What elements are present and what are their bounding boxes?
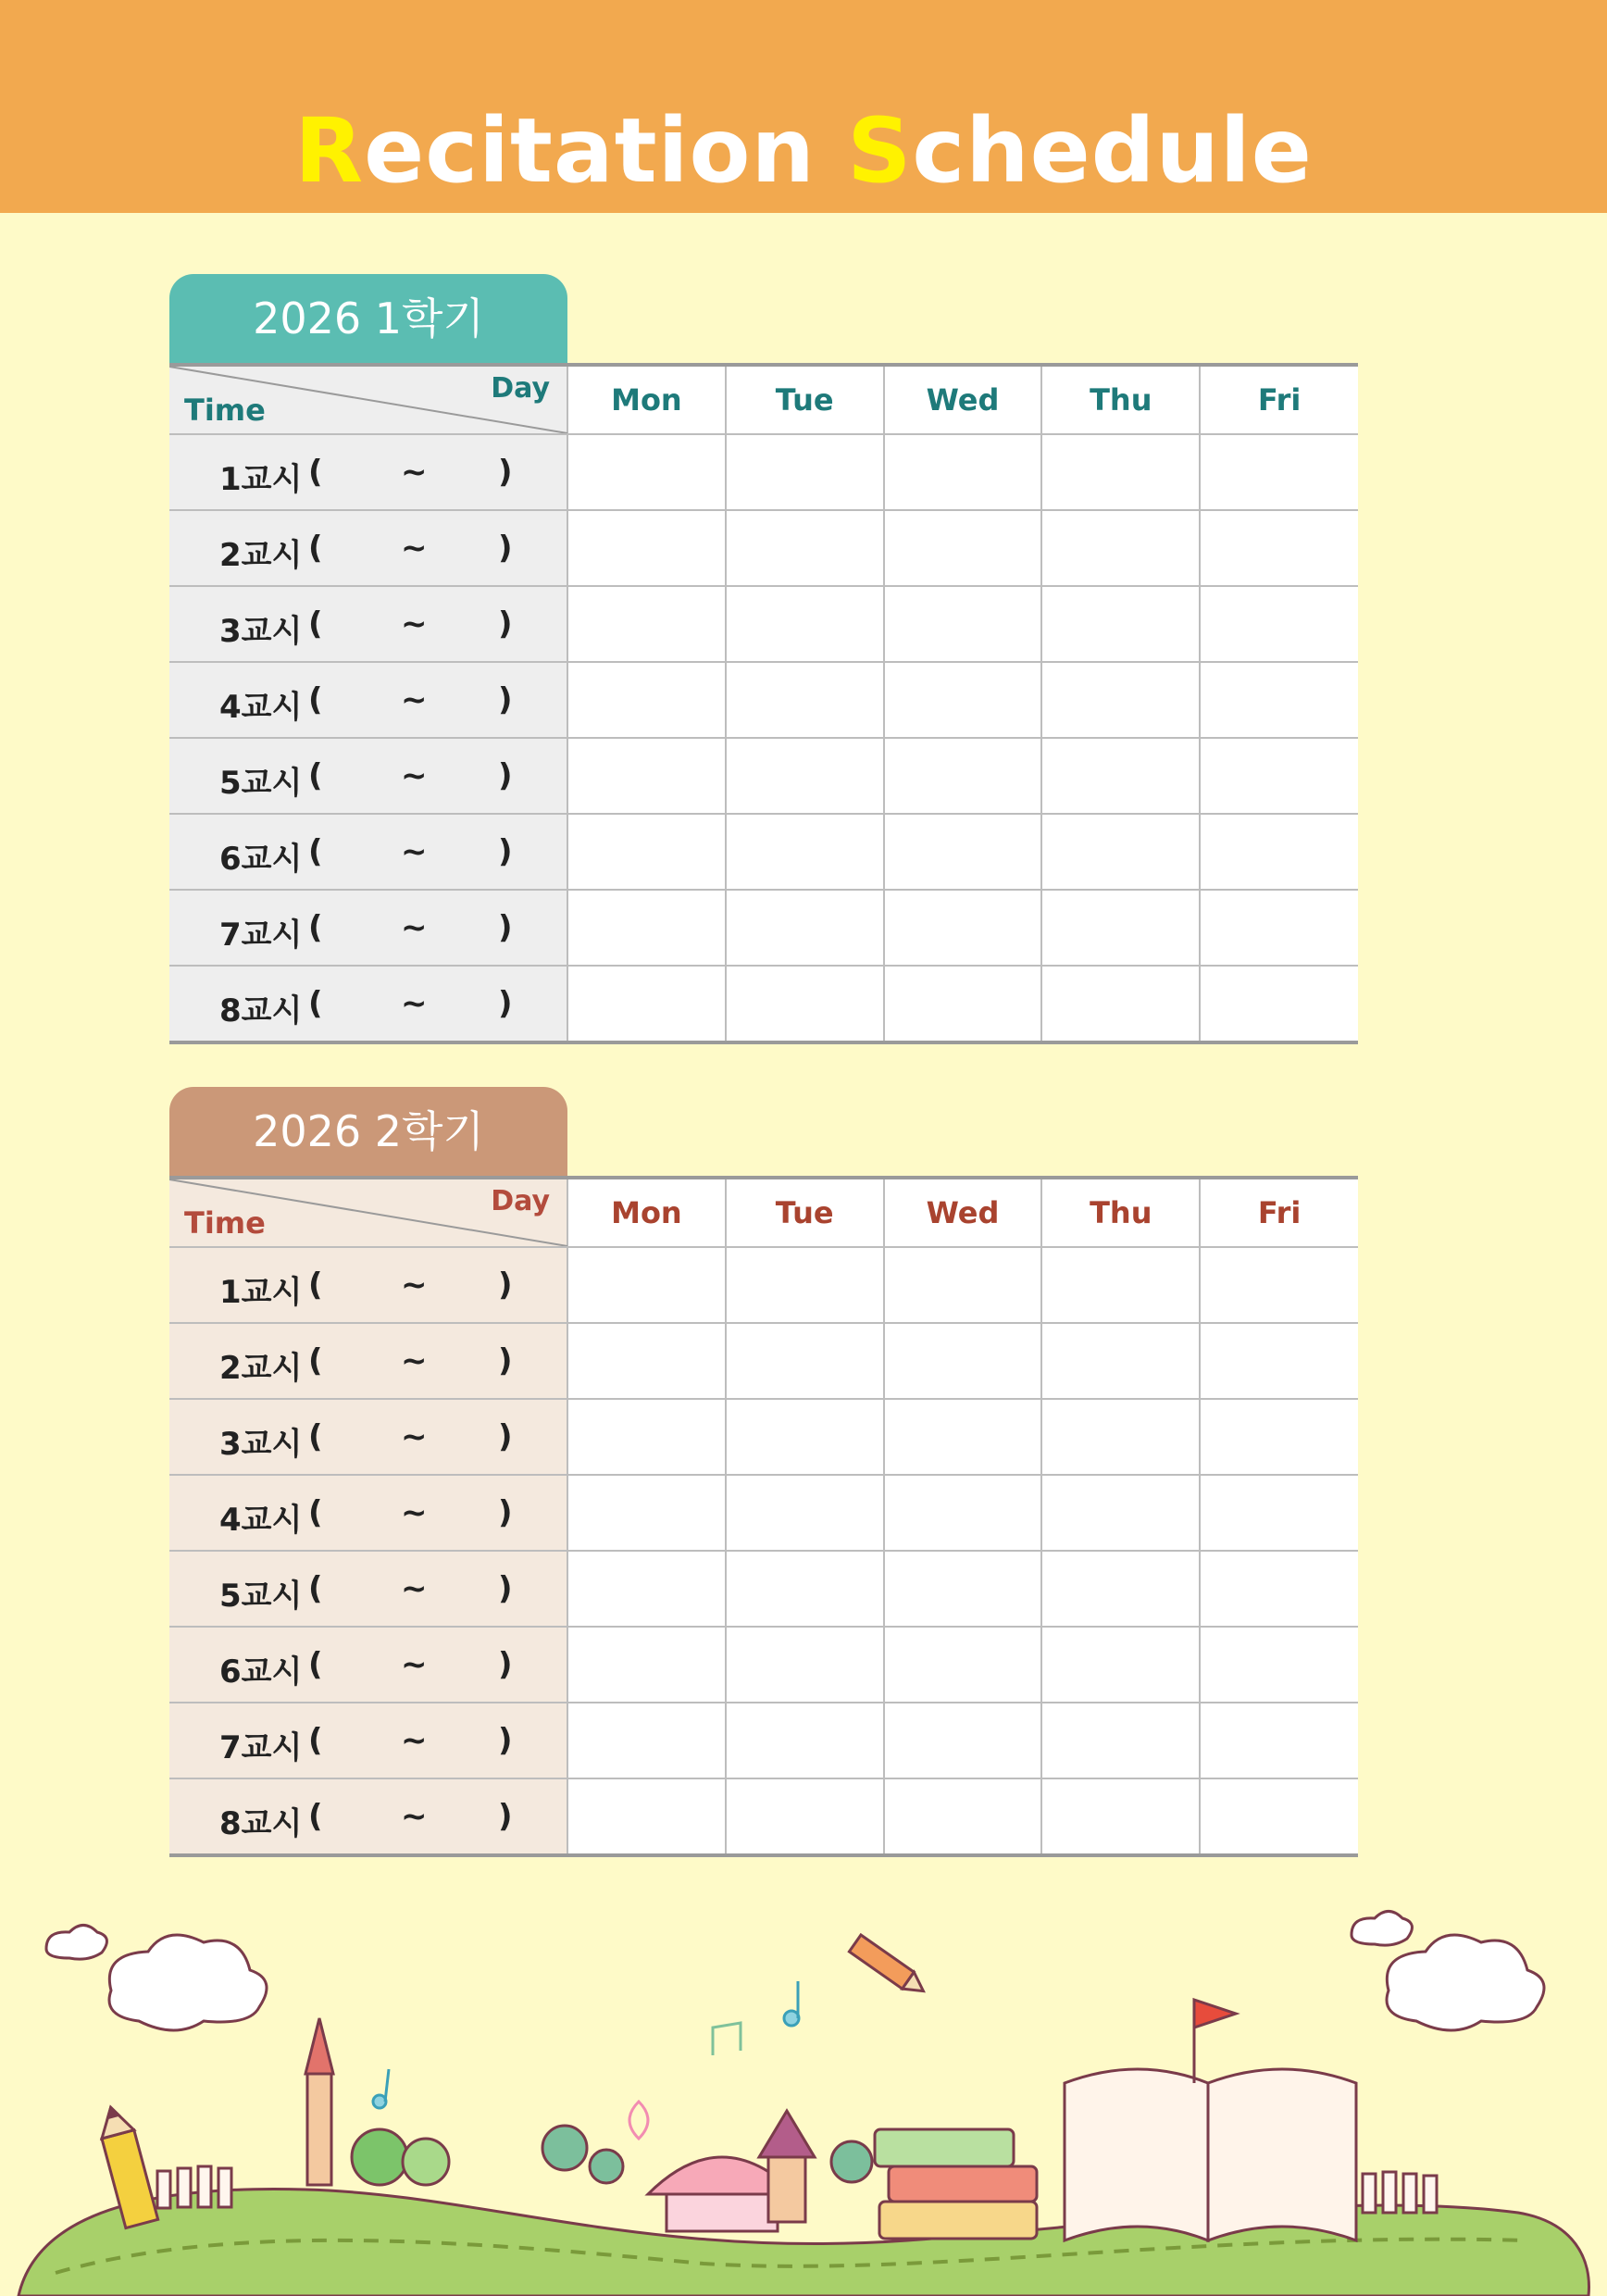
open-paren: ( — [308, 833, 323, 870]
schedule-cell[interactable] — [1041, 1703, 1200, 1778]
schedule-cell[interactable] — [1200, 890, 1358, 966]
schedule-cell[interactable] — [726, 1551, 884, 1627]
schedule-cell[interactable] — [1041, 586, 1200, 662]
schedule-cell[interactable] — [1041, 890, 1200, 966]
schedule-cell[interactable] — [884, 1627, 1042, 1703]
schedule-cell[interactable] — [1200, 1551, 1358, 1627]
day-header-thu: Thu — [1041, 365, 1200, 434]
open-paren: ( — [308, 1646, 323, 1683]
day-label: Day — [491, 372, 550, 405]
schedule-cell[interactable] — [1041, 1399, 1200, 1475]
open-paren: ( — [308, 757, 323, 794]
close-paren: ) — [498, 605, 513, 643]
tilde: ~ — [401, 1418, 428, 1455]
tilde: ~ — [401, 909, 428, 946]
period-label-cell — [169, 1551, 567, 1627]
schedule-cell[interactable] — [1041, 1323, 1200, 1399]
tilde: ~ — [401, 1646, 428, 1683]
corner-header — [169, 365, 567, 434]
schedule-cell[interactable] — [726, 662, 884, 738]
open-paren: ( — [308, 909, 323, 946]
period-label-cell — [169, 434, 567, 510]
open-paren: ( — [308, 454, 323, 491]
period-label-cell — [169, 1703, 567, 1778]
close-paren: ) — [498, 757, 513, 794]
period-label-cell — [169, 1475, 567, 1551]
day-header-fri: Fri — [1200, 365, 1358, 434]
schedule-cell[interactable] — [567, 1703, 726, 1778]
schedule-cell[interactable] — [1041, 434, 1200, 510]
schedule-cell[interactable] — [567, 1247, 726, 1323]
schedule-cell[interactable] — [567, 434, 726, 510]
period-row — [169, 966, 1358, 1042]
schedule-cell[interactable] — [884, 738, 1042, 814]
period-row — [169, 1627, 1358, 1703]
period-name: 4교시 — [219, 689, 303, 726]
day-header-wed: Wed — [884, 1178, 1042, 1247]
schedule-cell[interactable] — [567, 586, 726, 662]
schedule-cell[interactable] — [1200, 434, 1358, 510]
day-label: Day — [491, 1185, 550, 1217]
period-row — [169, 1551, 1358, 1627]
period-row — [169, 1778, 1358, 1855]
corner-header — [169, 1178, 567, 1247]
close-paren: ) — [498, 1570, 513, 1607]
schedule-cell[interactable] — [1200, 1247, 1358, 1323]
open-paren: ( — [308, 681, 323, 718]
schedule-cell[interactable] — [1200, 1399, 1358, 1475]
schedule-cell[interactable] — [1200, 966, 1358, 1042]
title-part-2: chedule — [912, 99, 1313, 203]
close-paren: ) — [498, 909, 513, 946]
day-header-wed: Wed — [884, 365, 1042, 434]
close-paren: ) — [498, 530, 513, 567]
schedule-cell[interactable] — [567, 510, 726, 586]
period-label-cell — [169, 1627, 567, 1703]
schedule-cell[interactable] — [567, 814, 726, 890]
tilde: ~ — [401, 454, 428, 491]
tilde: ~ — [401, 985, 428, 1022]
open-paren: ( — [308, 1418, 323, 1455]
open-paren: ( — [308, 605, 323, 643]
period-label-cell — [169, 1778, 567, 1855]
schedule-cell[interactable] — [567, 1399, 726, 1475]
schedule-cell[interactable] — [884, 966, 1042, 1042]
schedule-cell[interactable] — [567, 1551, 726, 1627]
schedule-cell[interactable] — [726, 1627, 884, 1703]
schedule-cell[interactable] — [567, 1475, 726, 1551]
schedule-cell[interactable] — [726, 738, 884, 814]
day-header-tue: Tue — [726, 1178, 884, 1247]
tilde: ~ — [401, 530, 428, 567]
period-row — [169, 586, 1358, 662]
period-label-cell — [169, 586, 567, 662]
close-paren: ) — [498, 454, 513, 491]
period-name: 5교시 — [219, 1578, 303, 1615]
day-header-thu: Thu — [1041, 1178, 1200, 1247]
schedule-cell[interactable] — [1041, 1778, 1200, 1855]
time-label: Time — [184, 393, 266, 428]
schedule-cell[interactable] — [726, 586, 884, 662]
schedule-cell[interactable] — [884, 1703, 1042, 1778]
schedule-cell[interactable] — [884, 1247, 1042, 1323]
period-name: 4교시 — [219, 1502, 303, 1539]
semester-1-rows — [169, 434, 1358, 1042]
open-paren: ( — [308, 1342, 323, 1379]
school-landscape-illustration — [0, 1907, 1607, 2296]
close-paren: ) — [498, 985, 513, 1022]
period-name: 7교시 — [219, 1729, 303, 1766]
schedule-cell[interactable] — [726, 814, 884, 890]
period-name: 3교시 — [219, 1426, 303, 1463]
schedule-cell[interactable] — [567, 890, 726, 966]
close-paren: ) — [498, 1798, 513, 1835]
close-paren: ) — [498, 1722, 513, 1759]
schedule-cell[interactable] — [884, 510, 1042, 586]
period-name: 6교시 — [219, 1653, 303, 1691]
period-label-cell — [169, 1399, 567, 1475]
tilde: ~ — [401, 1570, 428, 1607]
schedule-cell[interactable] — [1041, 662, 1200, 738]
schedule-cell[interactable] — [726, 1247, 884, 1323]
open-paren: ( — [308, 1494, 323, 1531]
semester-1-timetable — [169, 363, 1358, 1044]
period-label-cell — [169, 966, 567, 1042]
schedule-cell[interactable] — [1041, 1551, 1200, 1627]
schedule-cell[interactable] — [884, 1323, 1042, 1399]
period-row — [169, 738, 1358, 814]
schedule-cell[interactable] — [726, 966, 884, 1042]
tilde: ~ — [401, 1494, 428, 1531]
schedule-cell[interactable] — [884, 890, 1042, 966]
period-row — [169, 814, 1358, 890]
schedule-cell[interactable] — [884, 814, 1042, 890]
period-name: 5교시 — [219, 765, 303, 802]
period-name: 2교시 — [219, 537, 303, 574]
schedule-cell[interactable] — [726, 1399, 884, 1475]
schedule-cell[interactable] — [884, 586, 1042, 662]
schedule-cell[interactable] — [567, 662, 726, 738]
open-paren: ( — [308, 1570, 323, 1607]
title-accent-s: S — [847, 99, 913, 203]
page-title — [0, 100, 1607, 202]
period-name: 8교시 — [219, 992, 303, 1029]
open-paren: ( — [308, 1267, 323, 1304]
tilde: ~ — [401, 1722, 428, 1759]
time-label: Time — [184, 1205, 266, 1241]
period-row — [169, 1323, 1358, 1399]
day-header-tue: Tue — [726, 365, 884, 434]
close-paren: ) — [498, 1494, 513, 1531]
schedule-cell[interactable] — [1041, 738, 1200, 814]
tilde: ~ — [401, 681, 428, 718]
schedule-cell[interactable] — [1200, 586, 1358, 662]
schedule-cell[interactable] — [1041, 1627, 1200, 1703]
schedule-cell[interactable] — [726, 1475, 884, 1551]
open-paren: ( — [308, 1798, 323, 1835]
tilde: ~ — [401, 1342, 428, 1379]
period-label-cell — [169, 1323, 567, 1399]
period-name: 3교시 — [219, 613, 303, 650]
schedule-cell[interactable] — [884, 662, 1042, 738]
schedule-cell[interactable] — [1200, 1323, 1358, 1399]
period-name: 2교시 — [219, 1350, 303, 1387]
period-name: 8교시 — [219, 1805, 303, 1842]
open-paren: ( — [308, 985, 323, 1022]
schedule-cell[interactable] — [1200, 1778, 1358, 1855]
schedule-cell[interactable] — [1041, 1475, 1200, 1551]
period-name: 1교시 — [219, 461, 303, 498]
schedule-cell[interactable] — [1200, 814, 1358, 890]
period-row — [169, 1247, 1358, 1323]
schedule-cell[interactable] — [567, 1627, 726, 1703]
schedule-cell[interactable] — [726, 434, 884, 510]
schedule-cell[interactable] — [1200, 510, 1358, 586]
schedule-cell[interactable] — [1200, 1703, 1358, 1778]
period-label-cell — [169, 1247, 567, 1323]
schedule-cell[interactable] — [726, 1703, 884, 1778]
schedule-cell[interactable] — [1041, 510, 1200, 586]
period-row — [169, 510, 1358, 586]
schedule-cell[interactable] — [884, 434, 1042, 510]
title-accent-r: R — [294, 99, 365, 203]
day-header-fri: Fri — [1200, 1178, 1358, 1247]
tilde: ~ — [401, 757, 428, 794]
schedule-cell[interactable] — [567, 738, 726, 814]
day-header-mon: Mon — [567, 365, 726, 434]
schedule-cell[interactable] — [1200, 738, 1358, 814]
schedule-cell[interactable] — [567, 1323, 726, 1399]
schedule-cell[interactable] — [1200, 662, 1358, 738]
period-row — [169, 1475, 1358, 1551]
schedule-cell[interactable] — [1041, 814, 1200, 890]
day-header-mon: Mon — [567, 1178, 726, 1247]
semester-2-tab: 2026 2학기 — [169, 1087, 567, 1176]
schedule-cell[interactable] — [1041, 966, 1200, 1042]
schedule-cell[interactable] — [567, 1778, 726, 1855]
schedule-cell[interactable] — [1041, 1247, 1200, 1323]
schedule-cell[interactable] — [884, 1778, 1042, 1855]
period-name: 1교시 — [219, 1274, 303, 1311]
schedule-cell[interactable] — [726, 510, 884, 586]
semester-2-timetable — [169, 1176, 1358, 1857]
period-row — [169, 434, 1358, 510]
close-paren: ) — [498, 681, 513, 718]
close-paren: ) — [498, 1342, 513, 1379]
open-paren: ( — [308, 1722, 323, 1759]
period-label-cell — [169, 738, 567, 814]
schedule-cell[interactable] — [567, 966, 726, 1042]
period-row — [169, 1703, 1358, 1778]
period-name: 7교시 — [219, 917, 303, 954]
schedule-cell[interactable] — [726, 1778, 884, 1855]
open-paren: ( — [308, 530, 323, 567]
period-row — [169, 1399, 1358, 1475]
semester-2-rows — [169, 1247, 1358, 1855]
close-paren: ) — [498, 1646, 513, 1683]
title-part-1: ecitation — [364, 99, 848, 203]
schedule-cell[interactable] — [884, 1551, 1042, 1627]
schedule-cell[interactable] — [1200, 1475, 1358, 1551]
period-label-cell — [169, 814, 567, 890]
period-label-cell — [169, 890, 567, 966]
schedule-cell[interactable] — [884, 1399, 1042, 1475]
tilde: ~ — [401, 605, 428, 643]
close-paren: ) — [498, 1267, 513, 1304]
semester-1-tab: 2026 1학기 — [169, 274, 567, 363]
close-paren: ) — [498, 1418, 513, 1455]
close-paren: ) — [498, 833, 513, 870]
period-label-cell — [169, 662, 567, 738]
period-name: 6교시 — [219, 841, 303, 878]
period-row — [169, 662, 1358, 738]
tilde: ~ — [401, 833, 428, 870]
schedule-cell[interactable] — [884, 1475, 1042, 1551]
tilde: ~ — [401, 1798, 428, 1835]
period-label-cell — [169, 510, 567, 586]
schedule-cell[interactable] — [726, 890, 884, 966]
period-row — [169, 890, 1358, 966]
tilde: ~ — [401, 1267, 428, 1304]
schedule-cell[interactable] — [1200, 1627, 1358, 1703]
schedule-cell[interactable] — [726, 1323, 884, 1399]
